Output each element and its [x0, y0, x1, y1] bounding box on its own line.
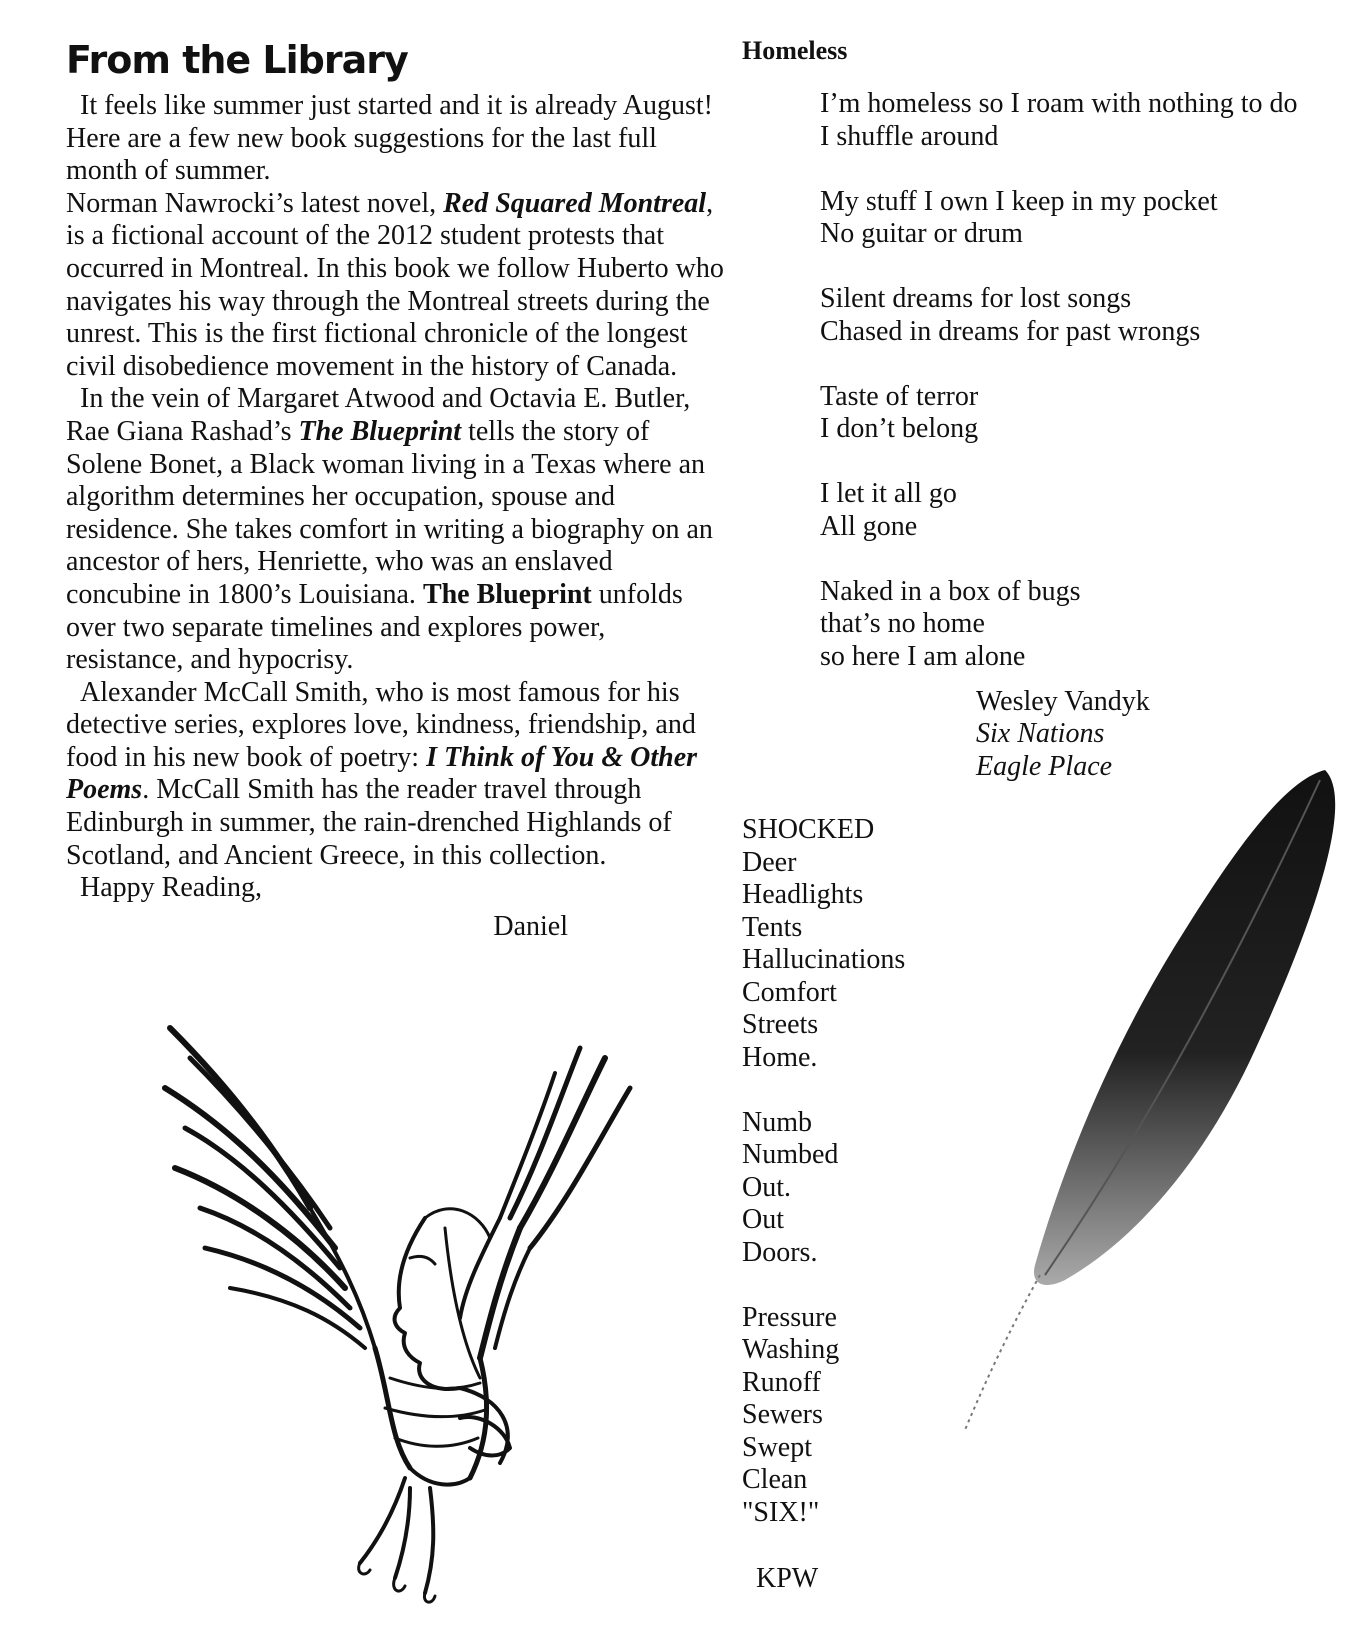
- book-title-blueprint: The Blueprint: [298, 415, 462, 447]
- poem-affiliation: Six Nations: [976, 718, 1105, 749]
- poem-stanza: [820, 381, 1362, 446]
- poem-stanza: [742, 1107, 905, 1270]
- eagle-warrior-drawing-icon: [160, 1018, 660, 1608]
- text-span: . McCall Smith has the reader travel through Edinburgh in summer, the rain-drenched Highlands of Scotland, and Ancient Greece, in this collection.: [66, 774, 672, 871]
- poem-line: Washing: [742, 1334, 840, 1365]
- library-closing: Happy Reading,: [80, 872, 262, 904]
- poem-line: Taste of terror: [820, 380, 979, 412]
- text-span: In the vein of Margaret Atwood and Octavia E. Butler, Rae Giana Rashad’s: [66, 383, 691, 447]
- feather-icon: [935, 760, 1355, 1500]
- poem-line: Tents: [742, 911, 803, 943]
- poem-line: Chased in dreams for past wrongs: [820, 315, 1201, 347]
- library-title: From the Library: [66, 38, 408, 82]
- poem-line: Out.: [742, 1171, 791, 1203]
- poem-line: Naked in a box of bugs: [820, 575, 1081, 607]
- poem-line: I don’t belong: [820, 413, 979, 444]
- poem-line: Out: [742, 1204, 784, 1235]
- poem-line: All gone: [820, 510, 918, 542]
- poem-stanza: [820, 283, 1362, 348]
- poem-line: Silent dreams for lost songs: [820, 283, 1132, 314]
- library-signature: Daniel: [493, 910, 568, 942]
- poem-line: Numbed: [742, 1139, 839, 1170]
- poem-line: "SIX!": [742, 1496, 820, 1528]
- library-blueprint-paragraph: [66, 383, 726, 676]
- poem-line: Streets: [742, 1009, 819, 1040]
- poem-line: Comfort: [742, 976, 837, 1008]
- poem-line: I let it all go: [820, 478, 957, 509]
- poem-stanza: [742, 1302, 905, 1530]
- poem-line: Deer: [742, 846, 797, 878]
- poem-affiliation: Eagle Place: [976, 750, 1113, 782]
- poem-line: Clean: [742, 1464, 808, 1495]
- poem-line: Swept: [742, 1431, 812, 1463]
- library-mccall-paragraph: [66, 677, 726, 873]
- poem-stanza: [820, 478, 1362, 543]
- poem-line: Headlights: [742, 879, 864, 910]
- poem-line: No guitar or drum: [820, 218, 1023, 249]
- poem-line: Doors.: [742, 1236, 818, 1268]
- library-article: [66, 90, 726, 905]
- poem-stanza: [820, 576, 1362, 674]
- poem-line: I shuffle around: [820, 120, 999, 152]
- text-span: Norman Nawrocki’s latest novel,: [66, 187, 444, 219]
- poem-line: Runoff: [742, 1366, 821, 1398]
- text-span: , is a fictional account of the 2012 student protests that occurred in Montreal. In this book we follow Huberto who navigates his way through the Montreal streets during the unrest. This is the first fictional chronicle of the longest civil disobedience movement in the history of Canada.: [66, 187, 724, 382]
- poem-line: that’s no home: [820, 608, 985, 639]
- poem-line: Numb: [742, 1106, 812, 1138]
- poem-line: I’m homeless so I roam with nothing to do: [820, 88, 1298, 119]
- text-span: Alexander McCall Smith, who is most famous for his detective series, explores love, kindness, friendship, and food in his new book of poetry:: [66, 676, 696, 773]
- shocked-poem-body: [742, 814, 905, 1562]
- book-title-blueprint-bold: The Blueprint: [422, 578, 592, 610]
- poem-line: Sewers: [742, 1399, 823, 1430]
- poem-line: Hallucinations: [742, 944, 906, 975]
- poem-line: Pressure: [742, 1301, 837, 1333]
- book-title-i-think-of-you: I Think of You & Other Poems: [66, 741, 698, 806]
- poem-stanza: [820, 88, 1362, 153]
- text-span: unfolds over two separate timelines and explores power, resistance, and hypocrisy.: [66, 578, 683, 676]
- book-title-red-squared: Red Squared Montreal: [443, 187, 707, 219]
- library-column: [66, 36, 726, 943]
- poem-stanza: [820, 186, 1362, 251]
- poem-author: Wesley Vandyk: [976, 685, 1150, 717]
- poem-stanza: [742, 814, 905, 1074]
- poem-line: Home.: [742, 1041, 818, 1073]
- library-red-squared-paragraph: [66, 188, 726, 384]
- poem-line: My stuff I own I keep in my pocket: [820, 185, 1218, 217]
- shocked-poem-author: KPW: [756, 1563, 819, 1594]
- poem-line: SHOCKED: [742, 814, 875, 845]
- homeless-poem-column: [742, 36, 1362, 783]
- homeless-poem-body: [820, 88, 1362, 673]
- library-intro-paragraph: It feels like summer just started and it is already August! Here are a few new book suggestions for the last full month of summer.: [66, 90, 713, 187]
- text-span: tells the story of Solene Bonet, a Black woman living in a Texas where an algorithm determines her occupation, spouse and residence. She takes comfort in writing a biography on an ancestor of hers, Henriette, who was an enslaved concubine in 1800’s Louisiana.: [66, 415, 713, 610]
- poem-line: so here I am alone: [820, 640, 1026, 672]
- homeless-poem-title: Homeless: [742, 36, 848, 65]
